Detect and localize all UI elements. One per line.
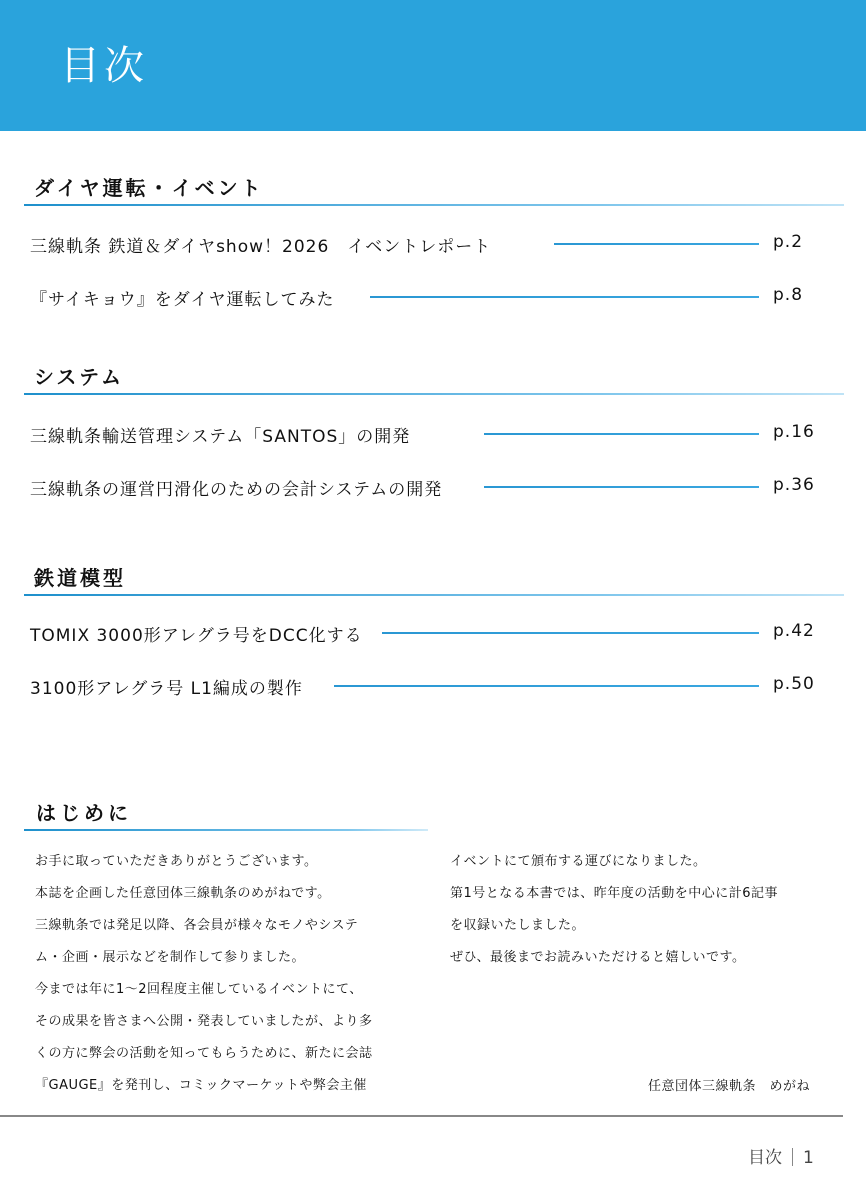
footer-separator (792, 1148, 793, 1166)
section-heading-diagram-event (24, 172, 844, 208)
leader-line (554, 243, 759, 245)
footer-rule (0, 1115, 843, 1117)
intro-text-line: 『GAUGE』を発刊し、コミックマーケットや弊会主催 (35, 1078, 367, 1093)
leader-line (370, 296, 759, 298)
toc-entry-title: 3100形アレグラ号 L1編成の製作 (30, 679, 303, 699)
page-footer (748, 1143, 814, 1168)
toc-entry[interactable] (30, 475, 830, 499)
toc-entry[interactable] (30, 232, 830, 256)
section-title: 鉄道模型 (34, 566, 126, 590)
intro-title: はじめに (36, 801, 132, 825)
intro-text-line: ぜひ、最後までお読みいただけると嬉しいです。 (450, 950, 746, 965)
leader-line (484, 433, 759, 435)
toc-entry-page: p.42 (773, 621, 815, 641)
intro-text-line: 本誌を企画した任意団体三線軌条のめがねです。 (35, 886, 331, 901)
toc-entry-title: 三線軌条 鉄道＆ダイヤshow！2026 イベントレポート (30, 237, 492, 257)
toc-entry[interactable] (30, 422, 830, 446)
toc-entry[interactable] (30, 621, 830, 645)
toc-entry-title: TOMIX 3000形アレグラ号をDCC化する (30, 626, 363, 646)
intro-text-line: くの方に弊会の活動を知ってもらうために、新たに会誌 (35, 1046, 373, 1061)
leader-line (484, 486, 759, 488)
toc-entry-page: p.36 (773, 475, 815, 495)
section-heading-system (24, 361, 844, 397)
intro-text-line: 今までは年に1〜2回程度主催しているイベントにて、 (35, 982, 363, 997)
intro-text-line: ム・企画・展示などを制作して参りました。 (35, 950, 306, 965)
intro-heading (24, 797, 428, 831)
page-number: 1 (803, 1148, 814, 1168)
toc-entry-title: 『サイキョウ』をダイヤ運転してみた (30, 290, 335, 310)
intro-text-line: を収録いたしました。 (450, 918, 586, 933)
intro-text-line: 三線軌条では発足以降、各会員が様々なモノやシステ (35, 918, 359, 933)
intro-text-line: 第1号となる本書では、昨年度の活動を中心に計6記事 (450, 886, 779, 901)
toc-entry-page: p.50 (773, 674, 815, 694)
toc-entry-page: p.8 (773, 285, 804, 305)
leader-line (382, 632, 759, 634)
toc-entry[interactable] (30, 674, 830, 698)
header-band (0, 0, 866, 131)
page-title: 目次 (60, 43, 148, 89)
intro-text-line: その成果を皆さまへ公開・発表していましたが、より多 (35, 1014, 373, 1029)
toc-entry-title: 三線軌条の運営円滑化のための会計システムの開発 (30, 480, 443, 500)
leader-line (334, 685, 759, 687)
section-rule (24, 393, 844, 395)
toc-entry[interactable] (30, 285, 830, 309)
footer-label: 目次 (748, 1148, 782, 1168)
toc-entry-title: 三線軌条輸送管理システム「SANTOS」の開発 (30, 427, 411, 447)
toc-entry-page: p.16 (773, 422, 815, 442)
section-heading-model-railway (24, 562, 844, 598)
section-rule (24, 594, 844, 596)
intro-text-line: イベントにて頒布する運びになりました。 (450, 854, 707, 869)
toc-entry-page: p.2 (773, 232, 804, 252)
signature: 任意団体三線軌条 めがね (648, 1079, 811, 1094)
intro-text-line: お手に取っていただきありがとうございます。 (35, 854, 318, 869)
section-rule (24, 204, 844, 206)
section-title: ダイヤ運転・イベント (34, 176, 264, 200)
section-title: システム (34, 365, 124, 389)
intro-rule (24, 829, 428, 831)
